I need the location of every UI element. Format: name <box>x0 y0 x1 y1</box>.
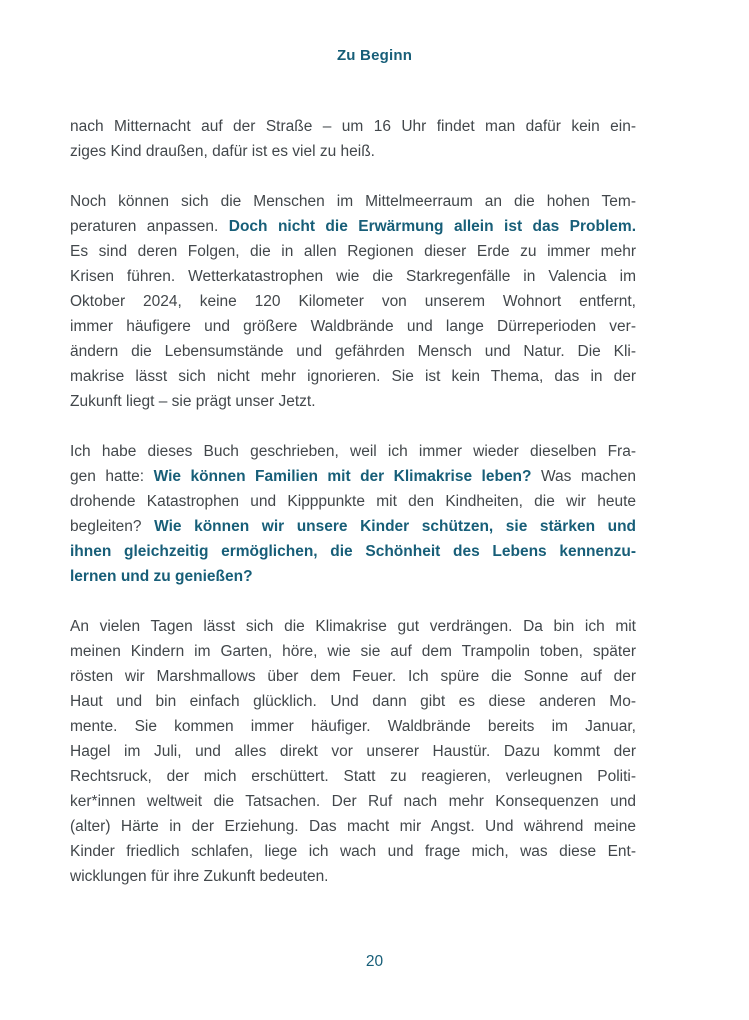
body-text-segment: rösten wir Marshmallows über dem Feuer. Ich spüre die Sonne auf der <box>70 668 636 685</box>
body-text-segment: (alter) Härte in der Erziehung. Das macht mir Angst. Und während meine <box>70 818 636 835</box>
text-line <box>70 339 636 364</box>
text-line <box>70 314 636 339</box>
body-text-segment: drohende Katastrophen und Kipppunkte mit den Kindheiten, die wir heute <box>70 493 636 510</box>
text-line <box>70 389 636 414</box>
emphasis-text: Doch nicht die Erwärmung allein ist das Problem. <box>228 218 636 235</box>
text-line <box>70 539 636 564</box>
paragraph <box>70 114 636 164</box>
paragraph <box>70 614 636 889</box>
text-line <box>70 189 636 214</box>
text-line <box>70 489 636 514</box>
body-text-segment: immer häufigere und größere Waldbrände und lange Dürreperioden ver- <box>70 318 636 335</box>
body-text-segment: Ich habe dieses Buch geschrieben, weil ich immer wieder dieselben Fra- <box>70 443 636 460</box>
text-line <box>70 364 636 389</box>
text-line <box>70 139 636 164</box>
body-text-segment: makrise lässt sich nicht mehr ignorieren. Sie ist kein Thema, das in der <box>70 368 636 385</box>
body-text-segment: ändern die Lebensumstände und gefährden Mensch und Natur. Die Kli- <box>70 343 636 360</box>
body-text <box>70 114 636 889</box>
paragraph <box>70 439 636 589</box>
text-line <box>70 689 636 714</box>
text-line <box>70 214 636 239</box>
text-line <box>70 739 636 764</box>
body-text-segment: An vielen Tagen lässt sich die Klimakrise gut verdrängen. Da bin ich mit <box>70 618 636 635</box>
body-text-segment: Zukunft liegt – sie prägt unser Jetzt. <box>70 393 316 410</box>
body-text-segment: ziges Kind draußen, dafür ist es viel zu heiß. <box>70 143 375 160</box>
body-text-segment: Hagel im Juli, und alles direkt vor unserer Haustür. Dazu kommt der <box>70 743 636 760</box>
text-line <box>70 639 636 664</box>
text-line <box>70 814 636 839</box>
body-text-segment: nach Mitternacht auf der Straße – um 16 Uhr findet man dafür kein ein- <box>70 118 636 135</box>
text-line <box>70 839 636 864</box>
body-text-segment: peraturen anpassen. <box>70 218 229 235</box>
body-text-segment: wicklungen für ihre Zukunft bedeuten. <box>70 868 329 885</box>
running-head: Zu Beginn <box>336 47 413 64</box>
body-text-segment: gen hatte: <box>70 468 154 485</box>
body-text-segment: begleiten? <box>70 518 155 535</box>
body-text-segment: Was machen <box>531 468 636 485</box>
text-line <box>70 514 636 539</box>
body-text-segment: Haut und bin einfach glücklich. Und dann gibt es diese anderen Mo- <box>70 693 636 710</box>
body-text-segment: Noch können sich die Menschen im Mittelmeerraum an die hohen Tem- <box>70 193 636 210</box>
emphasis-text: Wie können wir unsere Kinder schützen, sie stärken und <box>154 518 636 535</box>
body-text-segment: Rechtsruck, der mich erschüttert. Statt zu reagieren, verleugnen Politi- <box>70 768 636 785</box>
text-line <box>70 714 636 739</box>
text-line <box>70 114 636 139</box>
text-line <box>70 289 636 314</box>
text-line <box>70 764 636 789</box>
text-line <box>70 464 636 489</box>
body-text-segment: mente. Sie kommen immer häufiger. Waldbrände bereits im Januar, <box>70 718 636 735</box>
text-line <box>70 439 636 464</box>
text-line <box>70 789 636 814</box>
body-text-segment: Oktober 2024, keine 120 Kilometer von unserem Wohnort entfernt, <box>70 293 636 310</box>
body-text-segment: Kinder friedlich schlafen, liege ich wach und frage mich, was diese Ent- <box>70 843 636 860</box>
body-text-segment: meinen Kindern im Garten, höre, wie sie auf dem Trampolin toben, später <box>70 643 636 660</box>
body-text-segment: Krisen führen. Wetterkatastrophen wie die Starkregenfälle in Valencia im <box>70 268 636 285</box>
text-line <box>70 614 636 639</box>
emphasis-text: ihnen gleichzeitig ermöglichen, die Schönheit des Lebens kennenzu- <box>70 543 636 560</box>
body-text-segment: Es sind deren Folgen, die in allen Regionen dieser Erde zu immer mehr <box>70 243 636 260</box>
text-line <box>70 239 636 264</box>
paragraph <box>70 189 636 414</box>
emphasis-text: Wie können Familien mit der Klimakrise leben? <box>153 468 532 485</box>
text-line <box>70 864 636 889</box>
body-text-segment: ker*innen weltweit die Tatsachen. Der Ruf nach mehr Konsequenzen und <box>70 793 636 810</box>
page-number: 20 <box>365 953 384 970</box>
text-line <box>70 564 636 589</box>
emphasis-text: lernen und zu genießen? <box>70 568 253 585</box>
text-line <box>70 264 636 289</box>
text-line <box>70 664 636 689</box>
